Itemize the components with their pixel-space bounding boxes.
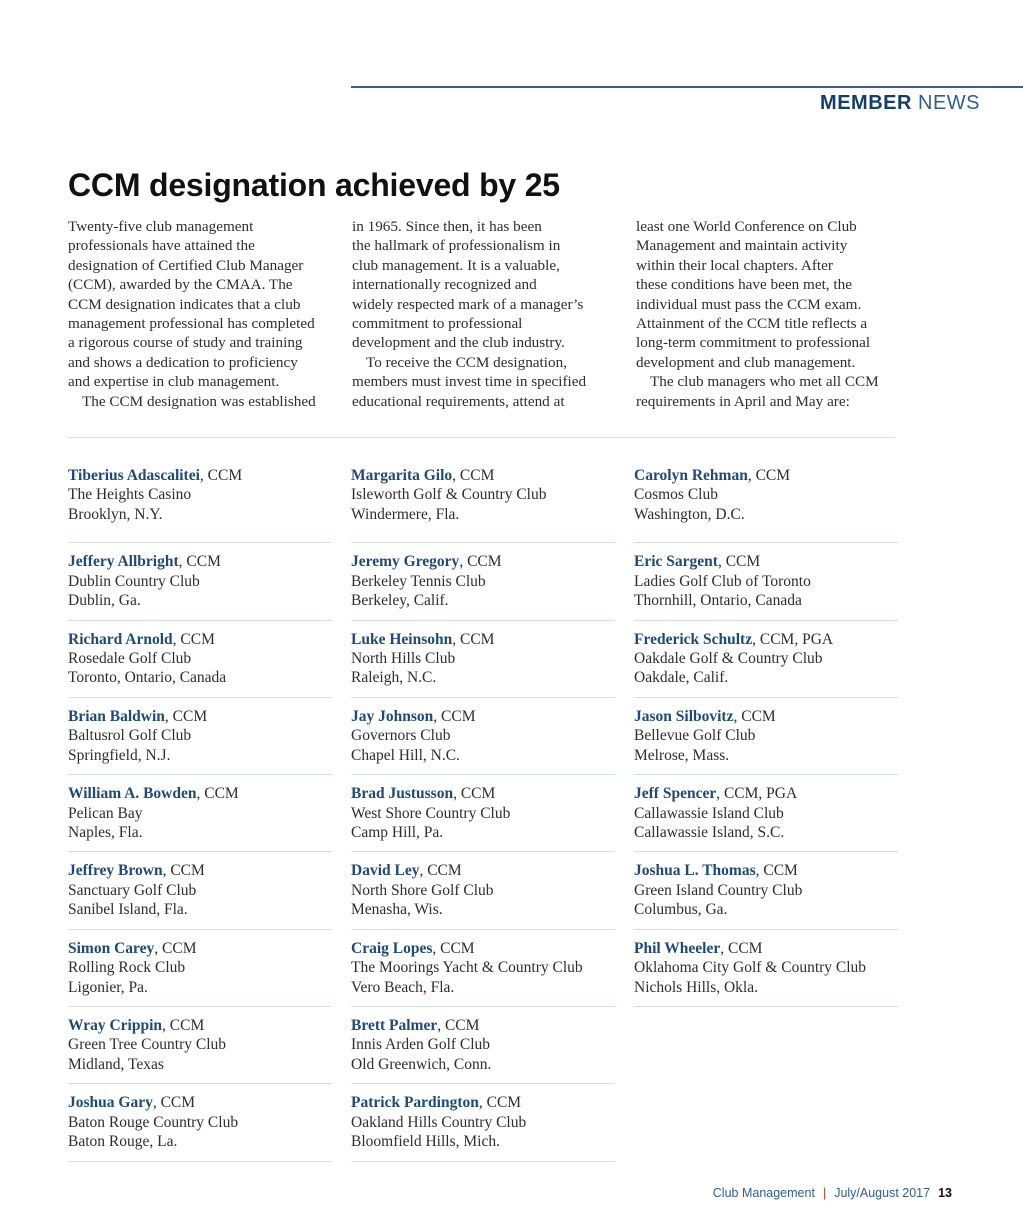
recipient-name-line — [68, 466, 332, 485]
recipient-name-line — [634, 861, 898, 880]
recipient-location: Melrose, Mass. — [634, 746, 730, 764]
recipient-credentials: , CCM — [432, 939, 475, 957]
intro-line: a rigorous course of study and training — [68, 334, 303, 352]
recipient-credentials: , CCM — [178, 553, 221, 571]
recipients-column — [68, 466, 332, 1162]
recipient-credentials: , CCM, PGA — [716, 785, 798, 803]
recipient-club: Oakland Hills Country Club — [351, 1113, 527, 1131]
section-label — [820, 92, 980, 115]
recipient-club: Governors Club — [351, 727, 451, 745]
intro-line: educational requirements, attend at — [352, 392, 565, 410]
recipient-club: North Hills Club — [351, 650, 456, 667]
recipient-club: Pelican Bay — [68, 804, 143, 822]
recipient-credentials: , CCM — [164, 707, 208, 725]
recipient-club: Berkeley Tennis Club — [351, 572, 486, 590]
recipient-name-line — [351, 1093, 615, 1112]
recipient-location: Sanibel Island, Fla. — [68, 901, 188, 919]
recipient-club: Rosedale Golf Club — [68, 650, 192, 667]
recipient-entry — [351, 1084, 615, 1161]
section-divider — [68, 437, 895, 438]
intro-line: Management and maintain activity — [636, 237, 848, 255]
recipient-entry — [351, 543, 615, 620]
recipient-club: Green Tree Country Club — [68, 1036, 227, 1054]
recipient-name-line — [351, 861, 615, 880]
section-label-strong: MEMBER — [820, 92, 912, 114]
recipient-club: Callawassie Island Club — [634, 804, 784, 822]
recipient-credentials: , CCM — [433, 707, 476, 725]
intro-line: long-term commitment to professional — [636, 334, 871, 352]
recipient-location: Camp Hill, Pa. — [351, 824, 444, 841]
recipient-name: Phil Wheeler — [634, 939, 721, 957]
recipient-name: Jay Johnson — [351, 707, 434, 725]
recipient-location: Baton Rouge, La. — [68, 1133, 178, 1151]
recipient-club: Innis Arden Golf Club — [351, 1036, 491, 1054]
recipient-name-line — [351, 939, 615, 958]
recipient-location: Midland, Texas — [68, 1055, 164, 1073]
recipient-entry — [634, 698, 898, 775]
intro-line: Attainment of the CCM title reflects a — [636, 315, 868, 333]
intro-line: individual must pass the CCM exam. — [636, 295, 862, 313]
recipient-name-line — [351, 1016, 615, 1035]
recipient-credentials: , CCM — [717, 553, 761, 571]
recipient-name: Luke Heinsohn — [351, 630, 453, 648]
recipient-credentials: , CCM — [196, 785, 239, 803]
recipient-location: Old Greenwich, Conn. — [351, 1055, 492, 1073]
recipient-entry — [351, 621, 615, 698]
recipient-credentials: , CCM, PGA — [752, 630, 834, 648]
intro-column — [352, 217, 614, 411]
recipient-name: Brett Palmer — [351, 1017, 438, 1035]
recipient-entry — [634, 543, 898, 620]
recipient-name-line — [634, 466, 898, 485]
recipient-credentials: , CCM — [459, 553, 502, 571]
recipient-credentials: , CCM — [452, 467, 495, 484]
recipient-entry — [68, 1084, 332, 1161]
recipient-credentials: , CCM — [437, 1017, 480, 1035]
recipient-credentials: , CCM — [452, 630, 495, 648]
recipient-name: Brian Baldwin — [68, 707, 165, 725]
intro-line: these conditions have been met, the — [636, 276, 852, 294]
recipient-location: Naples, Fla. — [68, 824, 143, 841]
recipient-location: Columbus, Ga. — [634, 901, 728, 919]
intro-column — [68, 217, 330, 411]
recipient-name-line — [68, 630, 332, 649]
recipient-name: William A. Bowden — [68, 785, 197, 803]
recipient-credentials: , CCM — [152, 1094, 196, 1112]
recipient-name-line — [634, 784, 898, 803]
recipients-list — [68, 466, 898, 1162]
recipient-name: Margarita Gilo — [351, 467, 453, 484]
recipient-name-line — [68, 939, 332, 958]
intro-line: CCM designation indicates that a club — [68, 295, 301, 313]
recipient-credentials: , CCM — [419, 862, 462, 880]
recipient-credentials: , CCM — [162, 862, 205, 880]
recipient-name: Carolyn Rehman — [634, 467, 748, 484]
recipient-name: Patrick Pardington — [351, 1094, 479, 1112]
article-headline: CCM designation achieved by 25 — [68, 167, 560, 203]
recipient-name-line — [634, 630, 898, 649]
recipient-entry — [68, 852, 332, 929]
recipient-name-line — [351, 466, 615, 485]
recipient-entry — [68, 543, 332, 620]
recipient-location: Raleigh, N.C. — [351, 669, 437, 687]
recipient-club: Cosmos Club — [634, 486, 718, 504]
intro-line: least one World Conference on Club — [636, 218, 857, 235]
recipient-entry — [68, 698, 332, 775]
recipient-club: Ladies Golf Club of Toronto — [634, 572, 811, 590]
recipient-location: Brooklyn, N.Y. — [68, 505, 163, 523]
recipient-credentials: , CCM — [199, 467, 243, 484]
recipient-name-line — [634, 552, 898, 571]
recipient-location: Oakdale, Calif. — [634, 669, 729, 687]
recipient-entry — [68, 775, 332, 852]
intro-line: and shows a dedication to proficiency — [68, 353, 298, 371]
intro-line: To receive the CCM designation, — [366, 353, 567, 371]
recipient-location: Callawassie Island, S.C. — [634, 824, 785, 841]
recipient-name-line — [68, 552, 332, 571]
recipient-location: Menasha, Wis. — [351, 901, 443, 919]
recipient-entry — [634, 621, 898, 698]
intro-line: commitment to professional — [352, 315, 523, 333]
recipient-name: Brad Justusson — [351, 785, 454, 803]
recipient-credentials: , CCM — [733, 707, 776, 725]
recipient-entry — [351, 852, 615, 929]
recipient-club: Oklahoma City Golf & Country Club — [634, 959, 867, 977]
recipient-name-line — [634, 707, 898, 726]
recipient-credentials: , CCM — [172, 630, 215, 648]
intro-line: the hallmark of professionalism in — [352, 237, 561, 255]
recipient-credentials: , CCM — [453, 785, 496, 803]
recipient-credentials: , CCM — [720, 939, 763, 957]
recipient-name: Craig Lopes — [351, 939, 433, 957]
recipient-club: Isleworth Golf & Country Club — [351, 486, 547, 504]
recipient-entry — [634, 930, 898, 1007]
recipient-location: Toronto, Ontario, Canada — [68, 669, 227, 687]
recipient-name-line — [68, 861, 332, 880]
intro-line: and expertise in club management. — [68, 373, 280, 391]
section-label-light: NEWS — [918, 92, 980, 114]
recipient-name: Jeffery Allbright — [68, 553, 179, 571]
recipient-club: Baltusrol Golf Club — [68, 727, 192, 745]
recipient-entry — [351, 698, 615, 775]
recipient-location: Springfield, N.J. — [68, 746, 171, 764]
recipient-name-line — [68, 1016, 332, 1035]
intro-line: widely respected mark of a manager’s — [352, 295, 584, 313]
intro-line: club management. It is a valuable, — [352, 256, 560, 274]
recipient-entry — [68, 466, 332, 543]
recipient-name: Richard Arnold — [68, 630, 173, 648]
recipient-name-line — [68, 1093, 332, 1112]
header-rule — [351, 86, 1023, 88]
recipient-location: Chapel Hill, N.C. — [351, 746, 460, 764]
recipient-location: Vero Beach, Fla. — [351, 978, 455, 996]
recipient-name-line — [68, 784, 332, 803]
intro-line: Twenty-five club management — [68, 218, 254, 235]
page-footer — [713, 1186, 952, 1200]
intro-line: members must invest time in specified — [352, 373, 587, 391]
recipient-name: Joshua L. Thomas — [634, 862, 756, 880]
recipient-location: Dublin, Ga. — [68, 592, 141, 610]
recipient-name: Jeff Spencer — [634, 785, 717, 803]
recipient-club: Green Island Country Club — [634, 881, 803, 899]
recipient-name-line — [351, 552, 615, 571]
recipient-entry — [351, 1007, 615, 1084]
recipient-name-line — [634, 939, 898, 958]
intro-line: professionals have attained the — [68, 237, 255, 255]
recipient-club: The Heights Casino — [68, 486, 192, 504]
recipient-name: Simon Carey — [68, 939, 155, 957]
recipient-club: Sanctuary Golf Club — [68, 881, 197, 899]
recipient-entry — [68, 621, 332, 698]
recipient-name: Jeremy Gregory — [351, 553, 460, 571]
recipient-club: The Moorings Yacht & Country Club — [351, 959, 583, 977]
recipient-credentials: , CCM — [478, 1094, 522, 1112]
recipient-name: Jason Silbovitz — [634, 707, 734, 725]
intro-line: (CCM), awarded by the CMAA. The — [68, 276, 293, 294]
recipient-entry — [351, 466, 615, 543]
recipient-entry — [68, 1007, 332, 1084]
intro-line: management professional has completed — [68, 315, 315, 333]
intro-line: within their local chapters. After — [636, 256, 833, 274]
intro-line: The CCM designation was established — [82, 392, 316, 410]
recipient-location: Windermere, Fla. — [351, 505, 460, 523]
recipient-location: Bloomfield Hills, Mich. — [351, 1133, 500, 1151]
intro-line: in 1965. Since then, it has been — [352, 218, 542, 235]
recipient-name: Frederick Schultz — [634, 630, 753, 648]
intro-line: designation of Certified Club Manager — [68, 256, 304, 274]
recipient-location: Ligonier, Pa. — [68, 978, 148, 996]
recipient-club: Dublin Country Club — [68, 572, 200, 590]
recipient-club: Baton Rouge Country Club — [68, 1113, 239, 1131]
recipient-club: West Shore Country Club — [351, 804, 511, 822]
recipient-name: Jeffrey Brown — [68, 862, 163, 880]
recipient-name-line — [351, 630, 615, 649]
recipient-club: Oakdale Golf & Country Club — [634, 650, 823, 667]
article-intro — [68, 217, 898, 411]
recipient-name: Eric Sargent — [634, 553, 718, 571]
recipient-location: Washington, D.C. — [634, 505, 745, 523]
recipient-location: Berkeley, Calif. — [351, 592, 449, 610]
intro-line: development and club management. — [636, 353, 856, 371]
footer-publication: Club Management — [712, 1186, 815, 1200]
intro-line: development and the club industry. — [352, 334, 565, 352]
intro-column — [636, 217, 898, 411]
recipient-credentials: , CCM — [747, 467, 791, 484]
recipient-credentials: , CCM — [755, 862, 798, 880]
recipient-name-line — [68, 707, 332, 726]
recipient-club: Bellevue Golf Club — [634, 727, 756, 745]
recipient-entry — [634, 466, 898, 543]
recipient-name: Wray Crippin — [68, 1017, 163, 1035]
recipient-club: Rolling Rock Club — [68, 959, 186, 977]
recipient-credentials: , CCM — [154, 939, 197, 957]
recipient-club: North Shore Golf Club — [351, 881, 494, 899]
footer-separator: | — [822, 1186, 827, 1200]
recipients-column — [634, 466, 898, 1162]
recipient-name: Joshua Gary — [68, 1094, 153, 1112]
footer-issue: July/August 2017 — [834, 1186, 931, 1200]
recipient-name: Tiberius Adascalitei — [68, 467, 200, 484]
recipient-entry — [351, 775, 615, 852]
intro-line: internationally recognized and — [352, 276, 537, 294]
recipient-name-line — [351, 784, 615, 803]
recipient-entry — [351, 930, 615, 1007]
page-number: 13 — [938, 1186, 952, 1200]
recipient-entry — [634, 775, 898, 852]
recipient-location: Thornhill, Ontario, Canada — [634, 592, 802, 610]
recipient-entry — [68, 930, 332, 1007]
recipient-name-line — [351, 707, 615, 726]
intro-line: The club managers who met all CCM — [650, 373, 879, 391]
intro-line: requirements in April and May are: — [636, 392, 850, 410]
recipients-column — [351, 466, 615, 1162]
recipient-location: Nichols Hills, Okla. — [634, 978, 758, 996]
recipient-credentials: , CCM — [162, 1017, 205, 1035]
recipient-entry — [634, 852, 898, 929]
recipient-name: David Ley — [351, 862, 420, 880]
